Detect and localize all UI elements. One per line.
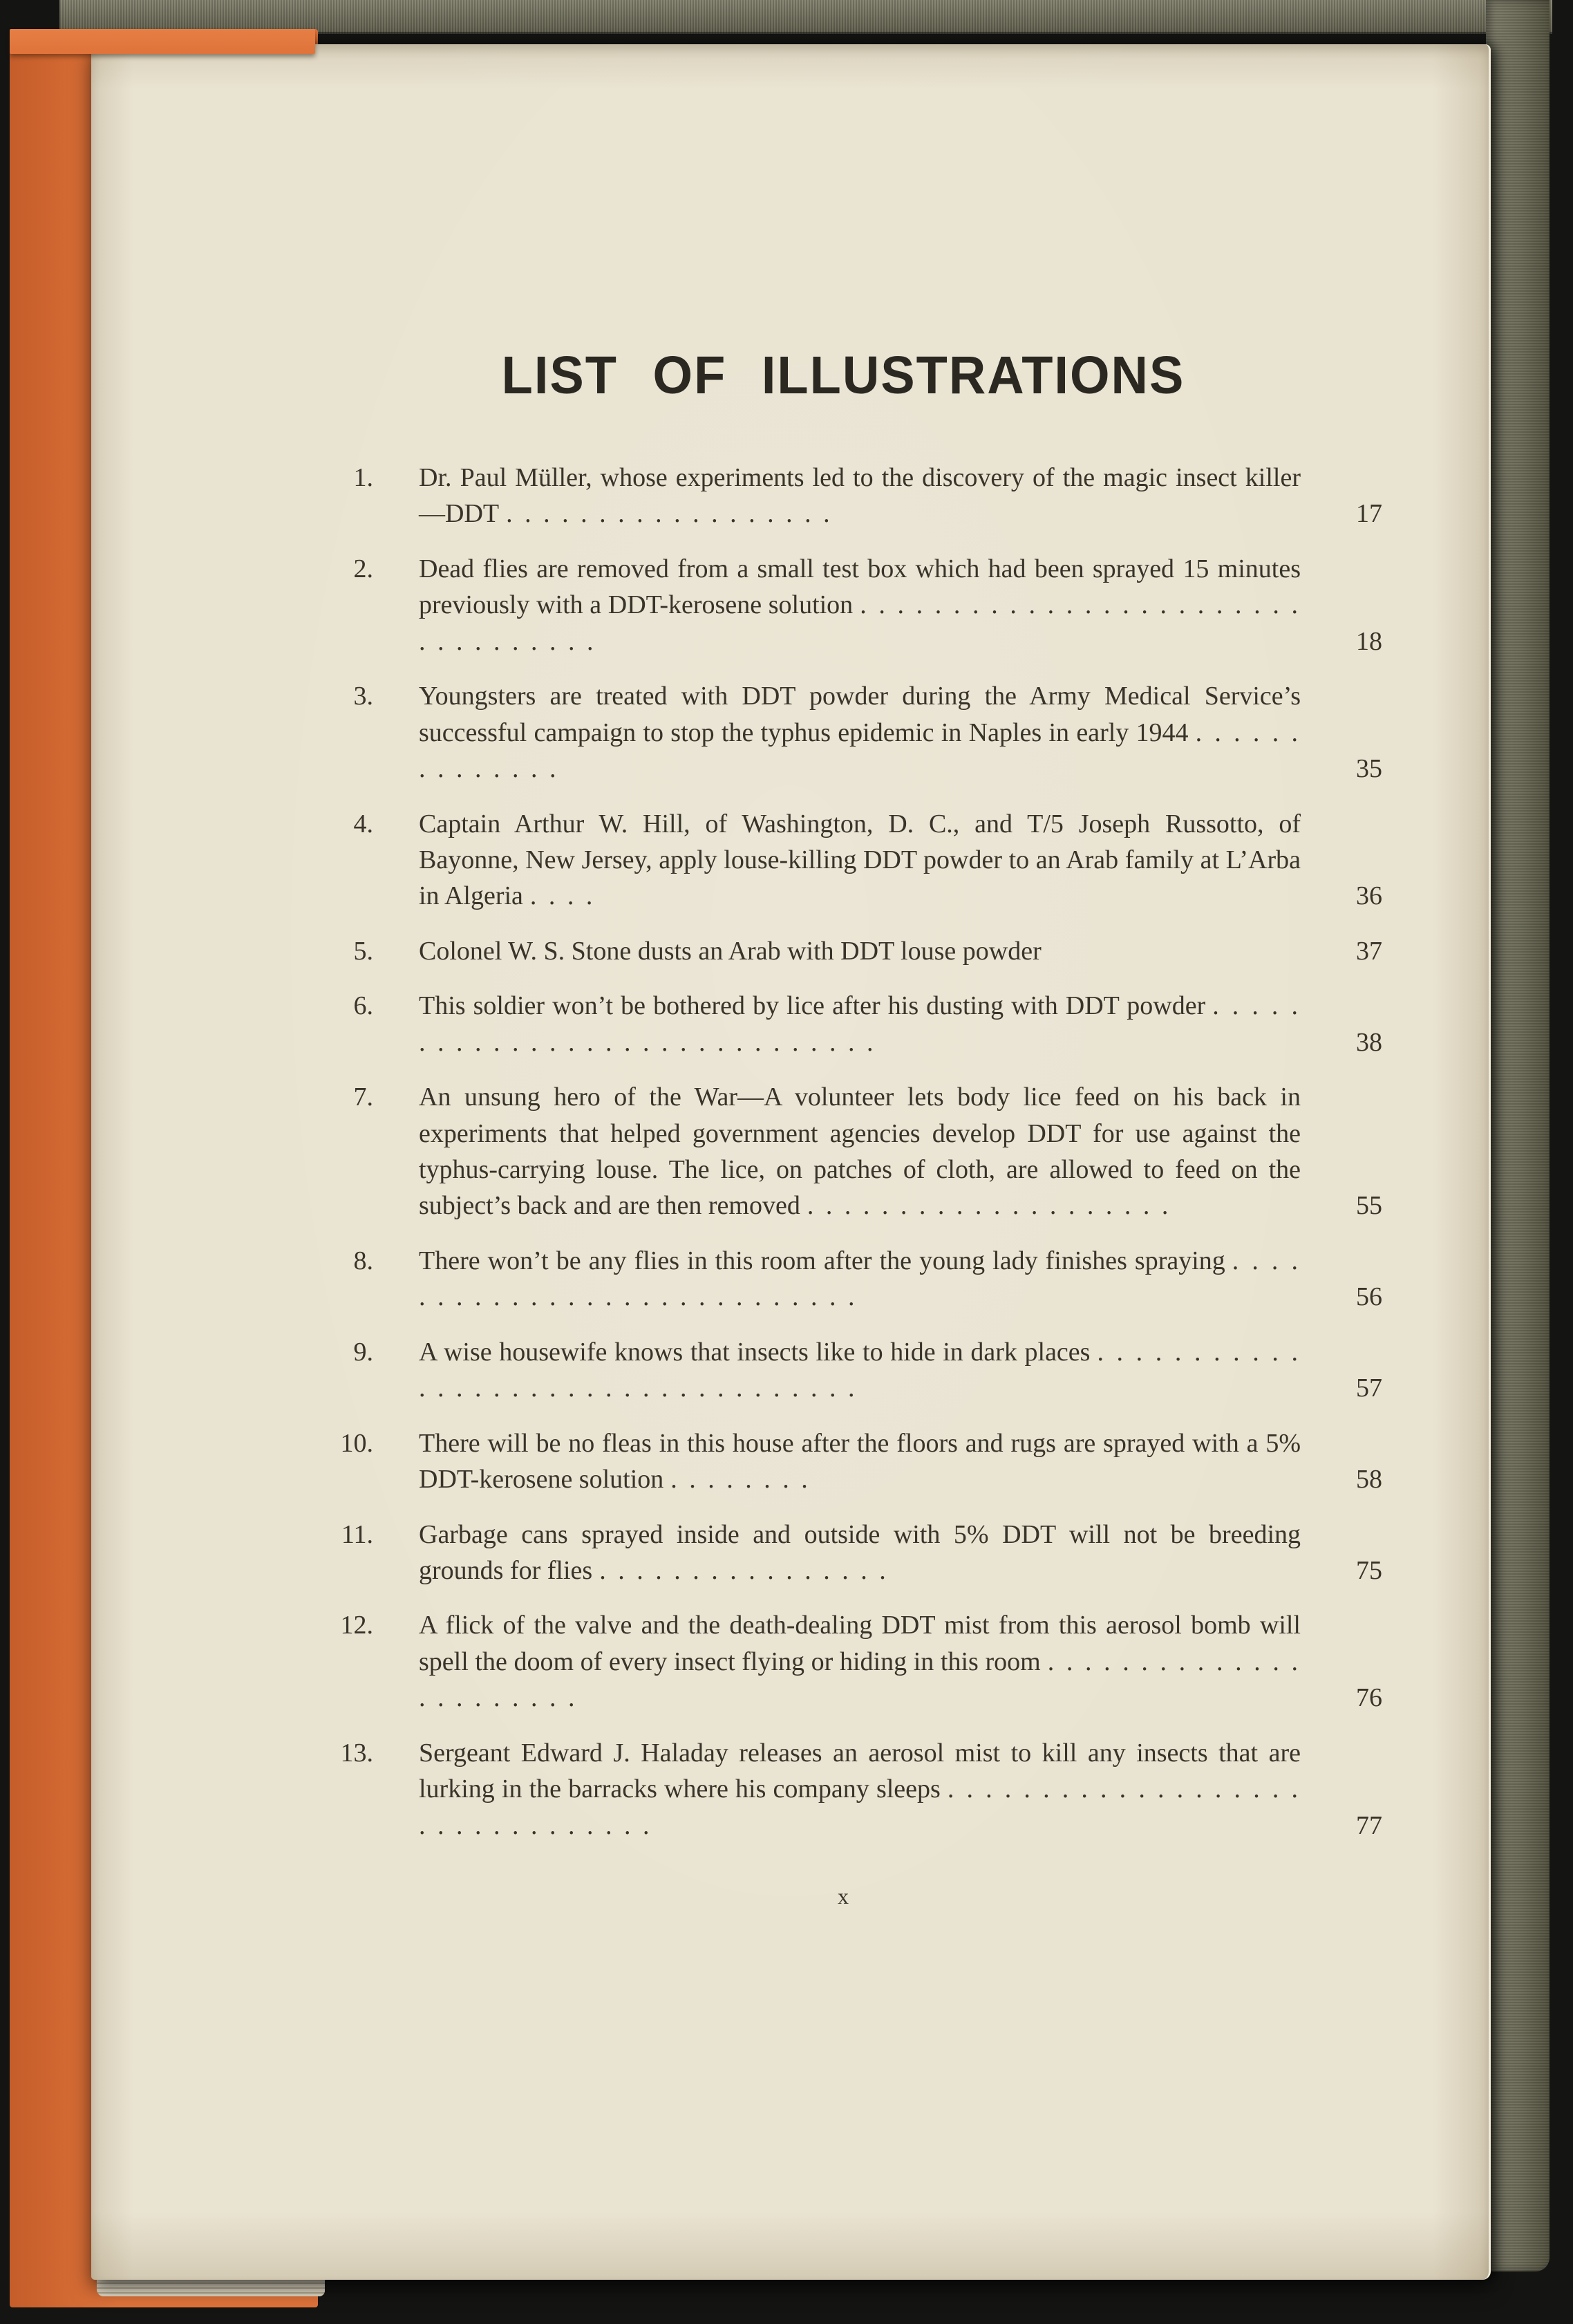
- entry-number: 6.: [353, 991, 373, 1021]
- list-entry: [304, 933, 1382, 969]
- dot-leader: . . . . . . . . . . . . . . . . . .: [506, 499, 833, 529]
- entry-page-number: 18: [1356, 626, 1382, 656]
- entry-page-number: 76: [1356, 1683, 1382, 1713]
- list-entry: [304, 1425, 1382, 1498]
- entry-text: [419, 551, 1301, 659]
- entry-text: [419, 1607, 1301, 1716]
- book-page: [91, 44, 1491, 2280]
- dot-leader: . . . . . . . . . . . . . . . . . . . . . . . . . . . . . . . .: [419, 1774, 1301, 1840]
- page-content: [304, 346, 1382, 1909]
- entry-caption: There won’t be any flies in this room after the young lady finishes spraying: [419, 1246, 1225, 1275]
- list-entry: [304, 551, 1382, 659]
- entry-page-number: 17: [1356, 499, 1382, 529]
- entry-page-number: 35: [1356, 754, 1382, 784]
- entry-number: 1.: [353, 463, 373, 492]
- entry-caption: Dr. Paul Müller, whose experiments led to the discovery of the magic insect killer—DDT: [419, 463, 1301, 529]
- folio-page-number: x: [838, 1884, 849, 1909]
- illustration-list: [304, 460, 1382, 1844]
- entry-page-number: 58: [1356, 1465, 1382, 1494]
- entry-caption: A flick of the valve and the death-dealing DDT mist from this aerosol bomb will spell the doom of every insect flying or hiding in this room: [419, 1611, 1301, 1676]
- entry-number: 13.: [340, 1738, 373, 1768]
- dot-leader: . . . .: [529, 881, 596, 911]
- entry-page-number: 56: [1356, 1282, 1382, 1312]
- list-entry: [304, 1079, 1382, 1224]
- entry-text: [419, 933, 1301, 969]
- entry-number: 11.: [341, 1519, 373, 1549]
- entry-caption: This soldier won’t be bothered by lice after his dusting with DDT powder: [419, 991, 1206, 1021]
- list-entry: [304, 1243, 1382, 1315]
- entry-page-number: 37: [1356, 936, 1382, 966]
- entry-page-number: 55: [1356, 1191, 1382, 1221]
- dot-leader: . . . . . . . . . . . . . . . . . . . . . . . . . . . .: [419, 1246, 1301, 1312]
- entry-text: [419, 1243, 1301, 1315]
- entry-page-number: 77: [1356, 1810, 1382, 1840]
- dot-leader: . . . . . . . . . . . . . . . . . . . . . . . . . . . . . .: [419, 991, 1301, 1057]
- entry-caption: There will be no fleas in this house after the floors and rugs are sprayed with a 5% DDT-kerosene solution: [419, 1428, 1301, 1494]
- dot-leader: . . . . . . . . . . . . . . . . . . . .: [807, 1191, 1171, 1221]
- dot-leader: . . . . . . . . . . . . . . . . . . . . . . . . . . . . . . . . . . .: [419, 1337, 1301, 1403]
- list-entry: [304, 988, 1382, 1060]
- entry-page-number: 75: [1356, 1555, 1382, 1585]
- list-entry: [304, 1517, 1382, 1589]
- entry-text: [419, 1517, 1301, 1589]
- list-entry: [304, 460, 1382, 532]
- entry-caption: Dead flies are removed from a small test box which had been sprayed 15 minutes previously with a DDT-kerosene solution: [419, 554, 1301, 620]
- entry-text: [419, 806, 1301, 915]
- dot-leader: . . . . . . . . . . . . . .: [419, 718, 1301, 784]
- dot-leader: . . . . . . . . . . . . . . . . . . . . . . . . . . . . . . . . . .: [419, 590, 1301, 656]
- dot-leader: . . . . . . . .: [670, 1465, 811, 1494]
- entry-caption: An unsung hero of the War—A volunteer lets body lice feed on his back in experiments that helped government agencies develop DDT for use against the typhus-carrying louse. The lice, on patches of cloth, are allowed to feed on the subject’s back and are then removed: [419, 1083, 1301, 1221]
- entry-text: [419, 1079, 1301, 1224]
- entry-number: 7.: [353, 1083, 373, 1112]
- entry-text: [419, 678, 1301, 787]
- entry-text: [419, 1334, 1301, 1407]
- entry-text: [419, 1735, 1301, 1844]
- entry-number: 4.: [353, 809, 373, 838]
- entry-number: 12.: [340, 1611, 373, 1640]
- orange-endpaper-top-flap: [10, 29, 315, 54]
- entry-text: [419, 1425, 1301, 1498]
- entry-number: 9.: [353, 1337, 373, 1367]
- entry-text: [419, 460, 1301, 532]
- entry-number: 8.: [353, 1246, 373, 1275]
- entry-caption: Sergeant Edward J. Haladay releases an aerosol mist to kill any insects that are lurking in the barracks where his company sleeps: [419, 1738, 1301, 1804]
- list-entry: [304, 1334, 1382, 1407]
- entry-number: 5.: [353, 936, 373, 966]
- list-entry: [304, 1607, 1382, 1716]
- entry-caption: A wise housewife knows that insects like to hide in dark places: [419, 1337, 1091, 1367]
- entry-page-number: 57: [1356, 1374, 1382, 1403]
- entry-text: [419, 988, 1301, 1060]
- page-title: LIST OF ILLUSTRATIONS: [501, 345, 1185, 405]
- entry-caption: Youngsters are treated with DDT powder during the Army Medical Service’s successful campaign to stop the typhus epidemic in Naples in early 1944: [419, 682, 1301, 747]
- entry-number: 2.: [353, 554, 373, 583]
- entry-caption: Garbage cans sprayed inside and outside with 5% DDT will not be breeding grounds for flies: [419, 1519, 1301, 1585]
- entry-number: 10.: [340, 1428, 373, 1458]
- list-entry: [304, 806, 1382, 915]
- entry-page-number: 36: [1356, 881, 1382, 911]
- list-entry: [304, 678, 1382, 787]
- entry-caption: Captain Arthur W. Hill, of Washington, D. C., and T/5 Joseph Russotto, of Bayonne, New Jersey, apply louse-killing DDT powder to an Arab family at L’Arba in Algeria: [419, 809, 1301, 911]
- entry-number: 3.: [353, 682, 373, 711]
- list-entry: [304, 1735, 1382, 1844]
- dot-leader: . . . . . . . . . . . . . . . . . . . . . . .: [419, 1647, 1301, 1713]
- dot-leader: . . . . . . . . . . . . . . . .: [599, 1555, 889, 1585]
- book-cover-cloth-right-edge: [1486, 0, 1550, 2271]
- entry-caption: Colonel W. S. Stone dusts an Arab with DDT louse powder: [419, 936, 1042, 966]
- entry-page-number: 38: [1356, 1027, 1382, 1057]
